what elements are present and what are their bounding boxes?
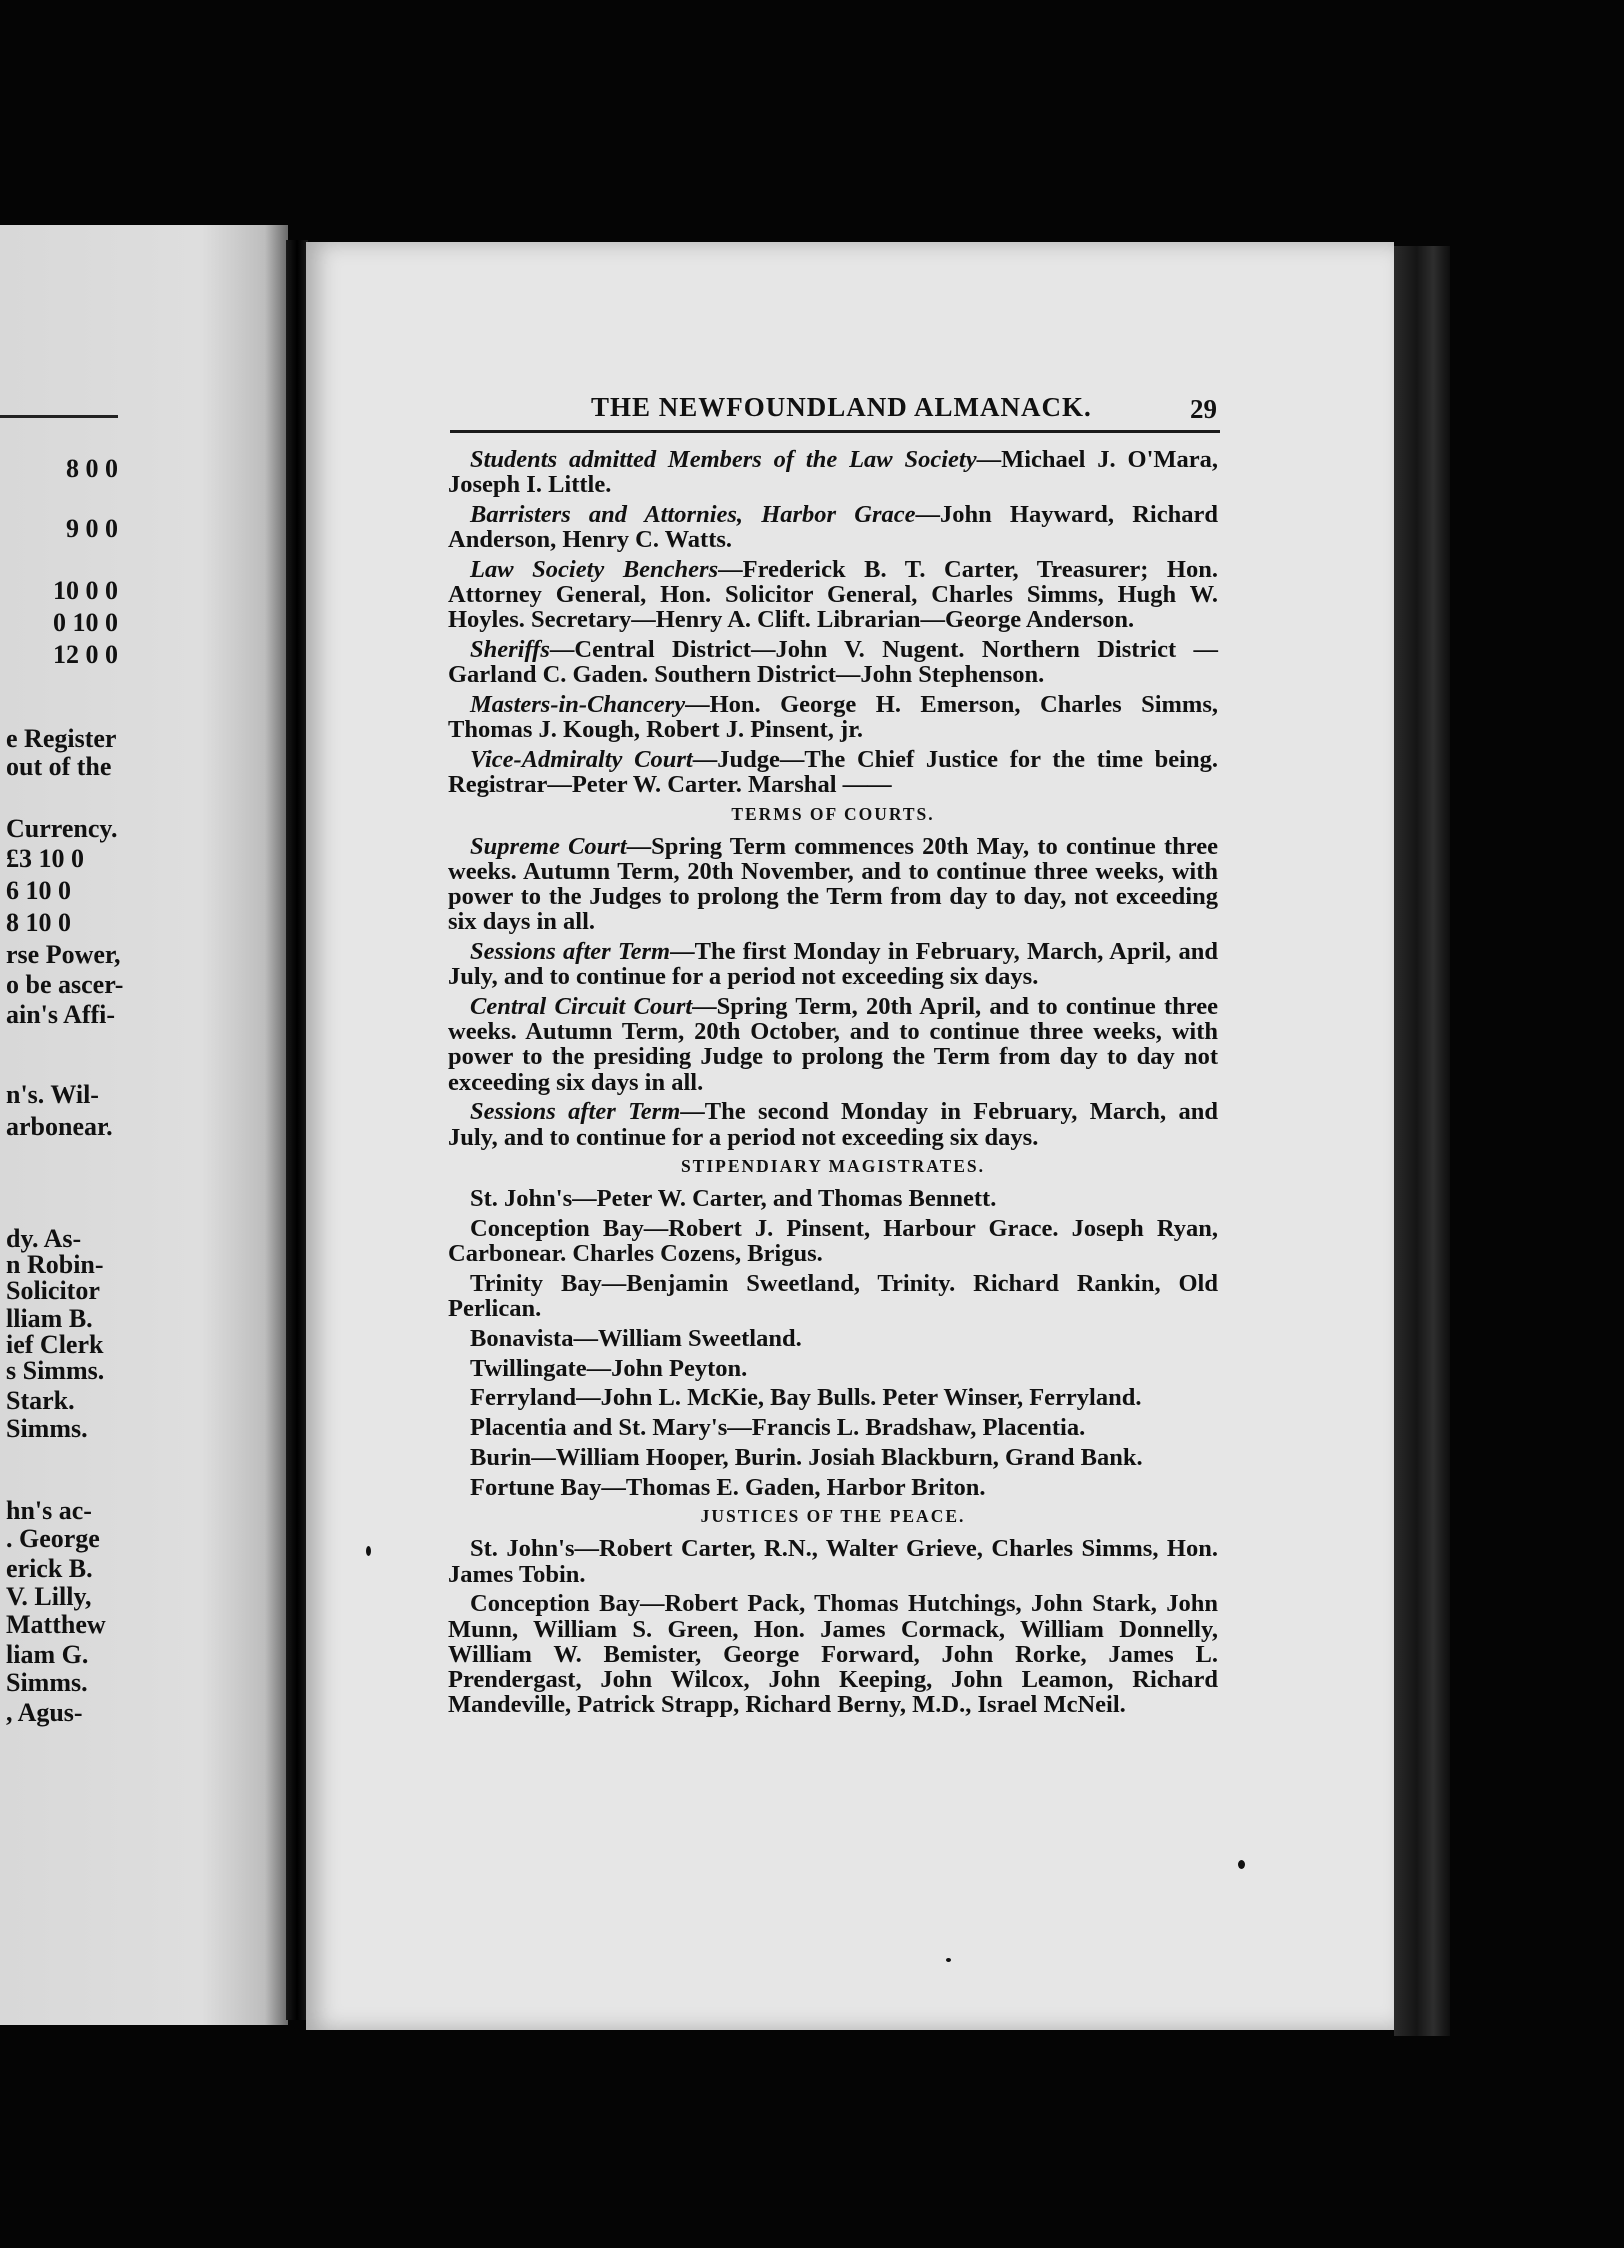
left-page-line: Solicitor [6, 1276, 100, 1305]
justices-heading: JUSTICES OF THE PEACE. [700, 1506, 966, 1527]
entry-text: —Central District—John V. Nugent. Northern District —Garland C. Gaden. Southern District—John Stephenson. [448, 635, 1218, 689]
entry-text: —The first Monday in February, March, April, and July, and to continue for a period not exceeding six days. [448, 938, 1219, 991]
left-page-line: dy. As- [6, 1224, 82, 1253]
magistrates-section [448, 1186, 1218, 1499]
running-header-title: THE NEWFOUNDLAND ALMANACK. [591, 392, 1092, 422]
entry-text: —Michael J. O'Mara, Joseph I. Little. [448, 446, 1218, 499]
left-page-line: n's. Wil- [6, 1080, 99, 1109]
entry-paragraph [448, 939, 1218, 989]
left-page-line: 6 10 0 [6, 876, 71, 905]
entry-lead: Vice-Admiralty Court [470, 745, 693, 773]
list-entry: Bonavista—William Sweetland. [470, 1325, 802, 1352]
entry-paragraph [448, 994, 1218, 1095]
left-page-line: lliam B. [6, 1304, 93, 1333]
left-page-line: hn's ac- [6, 1496, 92, 1525]
left-page-line: . George [6, 1524, 100, 1553]
entry-lead: Sheriffs [470, 635, 550, 663]
print-speck [366, 1546, 371, 1556]
entry-lead: Barristers and Attornies, Harbor Grace [470, 500, 916, 528]
terms-section [448, 834, 1218, 1150]
left-page-line: ief Clerk [6, 1330, 104, 1359]
left-page-line: 8 10 0 [6, 908, 71, 937]
left-page-line: Stark. [6, 1386, 75, 1415]
print-speck [1238, 1860, 1245, 1869]
entry-text: —Frederick B. T. Carter, Treasurer; Hon. Attorney General, Hon. Solicitor General, Charles Simms, Hugh W. Hoyles. Secretary—Henry A. Clift. Librarian—George Anderson. [448, 555, 1218, 634]
left-page-line: arbonear. [6, 1112, 113, 1141]
print-speck [946, 1958, 951, 1962]
left-page-line: Simms. [6, 1414, 88, 1443]
entry-paragraph [448, 747, 1218, 797]
list-entry: Conception Bay—Robert Pack, Thomas Hutchings, John Stark, John Munn, William S. Green, Hon. James Cormack, William Donnelly, William W. Bemister, George Forward, John Rorke, James L. Prendergast, John Wilcox, John Keeping, John Leamon, Richard Mandeville, Patrick Strapp, Richard Berny, M.D., Israel McNeil. [448, 1590, 1218, 1719]
entry-paragraph [448, 1099, 1218, 1149]
left-page-line: 12 0 0 [53, 640, 118, 669]
entry-paragraph [448, 637, 1218, 687]
entry-text: —Judge—The Chief Justice for the time being. Registrar—Peter W. Carter. Marshal —— [448, 745, 1218, 798]
left-page-line: 10 0 0 [53, 576, 118, 605]
left-page-line: erick B. [6, 1554, 93, 1583]
main-page [306, 242, 1394, 2030]
entry-lead: Supreme Court [470, 832, 627, 860]
left-page-line: Simms. [6, 1668, 88, 1697]
entry-paragraph [448, 502, 1218, 552]
left-page-line: £3 10 0 [6, 844, 84, 873]
terms-heading: TERMS OF COURTS. [731, 803, 935, 824]
page-body [448, 447, 1218, 1722]
header-rule [450, 430, 1220, 433]
left-page-line: , Agus- [6, 1698, 83, 1727]
left-page-line: V. Lilly, [6, 1582, 92, 1611]
book-edge [1394, 246, 1450, 2036]
entry-lead: Law Society Benchers [470, 555, 719, 583]
entry-text: —Spring Term, 20th April, and to continue three weeks. Autumn Term, 20th October, and to continue three weeks, with power to the presiding Judge to prolong the Term from day to day not exceeding six days in all. [448, 993, 1218, 1096]
left-page-line: out of the [6, 752, 112, 781]
left-page-line: 0 10 0 [53, 608, 118, 637]
left-page-line: liam G. [6, 1640, 89, 1669]
magistrates-heading: STIPENDIARY MAGISTRATES. [680, 1156, 986, 1177]
entry-lead: Sessions after Term [470, 1098, 681, 1126]
list-entry: St. John's—Robert Carter, R.N., Walter Grieve, Charles Simms, Hon. James Tobin. [448, 1535, 1218, 1588]
entry-paragraph [448, 692, 1218, 742]
entry-text: —Hon. George H. Emerson, Charles Simms, Thomas J. Kough, Robert J. Pinsent, jr. [448, 690, 1218, 744]
left-page-line: s Simms. [6, 1356, 105, 1385]
list-entry: Burin—William Hooper, Burin. Josiah Blackburn, Grand Bank. [470, 1443, 1143, 1471]
law-officers-section [448, 447, 1218, 797]
book-gutter [286, 240, 308, 2020]
left-page-line: ain's Affi- [6, 1000, 116, 1029]
left-page-line: Matthew [6, 1610, 106, 1639]
entry-lead: Students admitted Members of the Law Society [470, 446, 977, 473]
left-page-line: rse Power, [6, 940, 121, 969]
entry-lead: Central Circuit Court [470, 993, 693, 1021]
left-page-line: 9 0 0 [66, 514, 118, 543]
entry-paragraph [448, 834, 1218, 935]
left-page-fragment [0, 225, 288, 2025]
left-page-line: Currency. [6, 814, 118, 843]
list-entry: Placentia and St. Mary's—Francis L. Bradshaw, Placentia. [470, 1414, 1086, 1442]
entry-paragraph [448, 447, 1218, 497]
entry-text: —John Hayward, Richard Anderson, Henry C. Watts. [448, 500, 1218, 554]
list-entry: Fortune Bay—Thomas E. Gaden, Harbor Briton. [470, 1473, 986, 1501]
list-entry: Ferryland—John L. McKie, Bay Bulls. Peter Winser, Ferryland. [470, 1384, 1142, 1412]
list-entry: St. John's—Peter W. Carter, and Thomas Bennett. [470, 1185, 997, 1213]
left-page-rule [0, 415, 118, 418]
list-entry: Twillingate—John Peyton. [470, 1354, 748, 1382]
entry-paragraph [448, 557, 1218, 633]
list-entry: Trinity Bay—Benjamin Sweetland, Trinity. Richard Rankin, Old Perlican. [448, 1270, 1218, 1323]
entry-text: —The second Monday in February, March, and July, and to continue for a period not exceeding six days. [448, 1098, 1218, 1151]
entry-text: —Spring Term commences 20th May, to continue three weeks. Autumn Term, 20th November, and to continue three weeks, with power to the Judges to prolong the Term from day to day, not exceeding six days in all. [448, 832, 1218, 936]
left-page-line: n Robin- [6, 1250, 104, 1279]
justices-section [448, 1536, 1218, 1717]
entry-lead: Sessions after Term [470, 938, 671, 966]
left-page-line: 8 0 0 [66, 454, 118, 483]
left-page-line: e Register [6, 724, 117, 753]
entry-lead: Masters-in-Chancery [470, 690, 686, 718]
page-number: 29 [1190, 394, 1217, 424]
left-page-line: o be ascer- [6, 970, 124, 999]
list-entry: Conception Bay—Robert J. Pinsent, Harbour Grace. Joseph Ryan, Carbonear. Charles Cozens, Brigus. [448, 1215, 1218, 1268]
